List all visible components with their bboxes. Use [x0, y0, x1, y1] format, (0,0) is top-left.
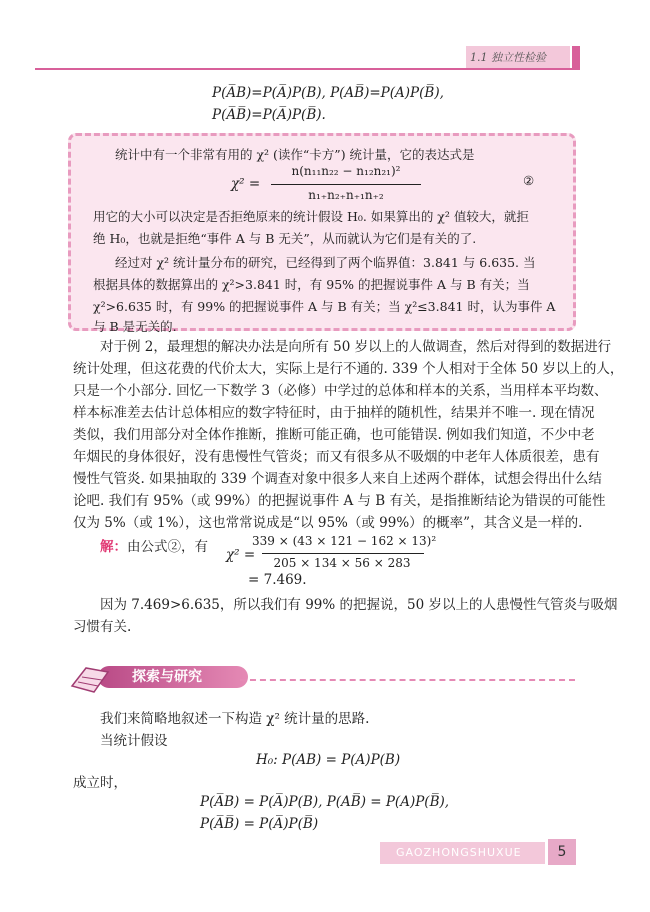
explore-paragraph-2: 当统计假设 [100, 733, 168, 749]
definition-box [68, 133, 576, 334]
explore-formula-2: P(A̅B̅) = P(A̅)P(B̅) [200, 816, 319, 832]
section-title: 1.1 独立性检验 [470, 51, 546, 64]
box-paragraph-3c: χ²>6.635 时，有 99% 的把握说事件 A 与 B 有关；当 χ²≤3.841 时，认为事件 A [93, 299, 556, 314]
page-number: 5 [548, 839, 576, 865]
body-line-3: 只是一个小部分. 回忆一下数学 3（必修）中学过的总体和样本的关系，当用样本平均数、 [73, 383, 608, 399]
solution-label: 解： [100, 539, 127, 555]
explore-banner-title: 探索与研究 [132, 669, 202, 685]
explore-formula-1: P(A̅B) = P(A̅)P(B), P(AB̅) = P(A)P(B̅), [200, 794, 450, 810]
solution-text: 由公式②，有 [127, 539, 208, 555]
body-line-6: 年烟民的身体很好，没有患慢性气管炎；而又有很多从不吸烟的中老年人体质很差，患有 [73, 449, 600, 465]
explore-paragraph-3: 成立时， [73, 775, 127, 791]
box-paragraph-3a: 经过对 χ² 统计量分布的研究，已经得到了两个临界值：3.841 与 6.635. 当 [115, 255, 536, 270]
chi-square-numerator: n(n₁₁n₂₂ − n₁₂n₂₁)² [291, 164, 401, 178]
chi-square-denominator: n₁₊n₂₊n₊₁n₊₂ [308, 188, 384, 202]
box-paragraph-3d: 与 B 是无关的. [93, 319, 177, 334]
book-icon [72, 668, 108, 692]
explore-paragraph-1: 我们来简略地叙述一下构造 χ² 统计量的思路. [100, 711, 370, 727]
calc-result: = 7.469. [248, 572, 307, 588]
banner-dash-rule [240, 679, 575, 681]
calc-fraction-bar [262, 553, 424, 554]
conclusion-line-2: 习惯有关. [73, 619, 132, 635]
hypothesis-formula: H₀: P(AB) = P(A)P(B) [256, 752, 401, 768]
body-line-9: 仅为 5%（或 1%），这也常常说成是“以 95%（或 99%）的概率”，其含义是一样的. [73, 515, 583, 531]
conclusion-line-1: 因为 7.469>6.635，所以我们有 99% 的把握说，50 岁以上的人患慢性气管炎与吸烟 [100, 597, 618, 613]
header-rule [35, 68, 580, 70]
footer-series-title: GAOZHONGSHUXUE [396, 846, 522, 859]
body-line-1: 对于例 2，最理想的解决办法是向所有 50 岁以上的人做调查，然后对得到的数据进行 [100, 339, 612, 355]
body-line-7: 慢性气管炎. 如果抽取的 339 个调查对象中很多人来自上述两个群体，试想会得出什么结 [73, 471, 602, 487]
solution-line [100, 536, 208, 558]
formula-line-1: P(A̅B)=P(A̅)P(B), P(AB̅)=P(A)P(B̅), [212, 85, 444, 101]
box-paragraph-2a: 用它的大小可以决定是否拒绝原来的统计假设 H₀. 如果算出的 χ² 值较大，就拒 [93, 209, 529, 224]
formula-line-2: P(A̅B̅)=P(A̅)P(B̅). [212, 107, 326, 123]
formula-tag: ② [523, 173, 535, 188]
chi-square-lhs: χ² = [231, 176, 261, 192]
box-paragraph-1: 统计中有一个非常有用的 χ² (读作“卡方”) 统计量，它的表达式是 [115, 147, 475, 162]
calc-lhs: χ² = [226, 547, 256, 563]
body-line-5: 类似，我们用部分对全体作推断，推断可能正确，也可能错误. 例如我们知道，不少中老 [73, 427, 595, 443]
body-line-8: 论吧. 我们有 95%（或 99%）的把握说事件 A 与 B 有关，是指推断结论为错误的可能性 [73, 493, 606, 509]
calc-numerator: 339 × (43 × 121 − 162 × 13)² [252, 534, 437, 548]
chi-square-fraction-bar [271, 184, 421, 185]
box-paragraph-2b: 绝 H₀，也就是拒绝“事件 A 与 B 无关”，从而就认为它们是有关的了. [93, 231, 477, 246]
body-line-2: 统计处理，但这花费的代价太大，实际上是行不通的. 339 个人相对于全体 50 岁以上的人， [73, 361, 624, 377]
box-paragraph-3b: 根据具体的数据算出的 χ²>3.841 时，有 95% 的把握说事件 A 与 B 有关；当 [93, 277, 530, 292]
calc-denominator: 205 × 134 × 56 × 283 [273, 556, 411, 570]
section-tab-accent [572, 46, 580, 68]
body-line-4: 样本标准差去估计总体相应的数字特征时，由于抽样的随机性，结果并不唯一. 现在情况 [73, 405, 595, 421]
